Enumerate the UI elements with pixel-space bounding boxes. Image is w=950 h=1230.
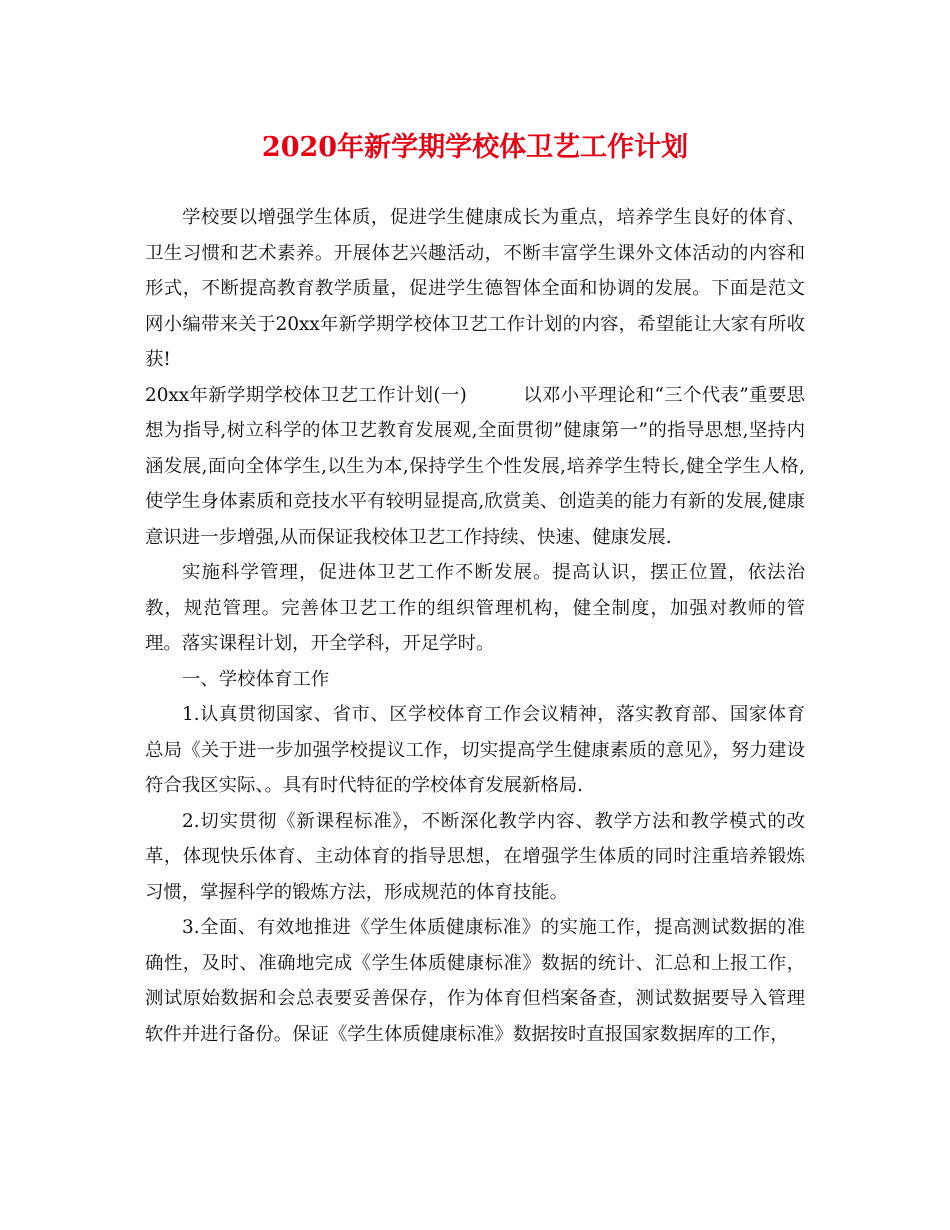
- item-3-paragraph: 3.全面、有效地推进《学生体质健康标准》的实施工作，提高测试数据的准确性，及时、准确地完成《学生体质健康标准》数据的统计、汇总和上报工作，测试原始数据和会总表要妥善保存，作为体育但档案备查，测试数据要导入管理软件并进行备份。保证《学生体质健康标准》数据按时直报国家数据库的工作，: [145, 917, 805, 1045]
- guiding-paragraph: [145, 378, 805, 556]
- intro-paragraph: 学校要以增强学生体质，促进学生健康成长为重点，培养学生良好的体育、卫生习惯和艺术素养。开展体艺兴趣活动，不断丰富学生课外文体活动的内容和形式，不断提高教育教学质量，促进学生德智体全面和协调的发展。下面是范文网小编带来关于20xx年新学期学校体卫艺工作计划的内容，希望能让大家有所收获!: [145, 207, 805, 370]
- item-2-paragraph: 2.切实贯彻《新课程标准》，不断深化教学内容、教学方法和教学模式的改革，体现快乐体育、主动体育的指导思想，在增强学生体质的同时注重培养锻炼习惯，掌握科学的锻炼方法，形成规范的体育技能。: [145, 810, 805, 903]
- item-1-paragraph: 1.认真贯彻国家、省市、区学校体育工作会议精神，落实教育部、国家体育总局《关于进一步加强学校提议工作，切实提高学生健康素质的意见》，努力建设符合我区实际、。具有时代特征的学校体育发展新格局.: [145, 704, 805, 796]
- document-title: 2020年新学期学校体卫艺工作计划: [261, 132, 689, 163]
- part-one-heading: 一、学校体育工作: [182, 668, 330, 690]
- section-heading: 20xx年新学期学校体卫艺工作计划(一): [145, 384, 467, 406]
- document-body: [145, 200, 805, 1052]
- guiding-text: 以邓小平理论和“三个代表”重要思想为指导,树立科学的体卫艺教育发展观,全面贯彻”健康第一”的指导思想,坚持内涵发展,面向全体学生,以生为本,保持学生个性发展,培养学生特长,健全学生人格,使学生身体素质和竞技水平有较明显提高,欣赏美、创造美的能力有新的发展,健康意识进一步增强,从而保证我校体卫艺工作持续、快速、健康发展.: [145, 384, 805, 548]
- management-paragraph: 实施科学管理，促进体卫艺工作不断发展。提高认识，摆正位置，依法治教，规范管理。完善体卫艺工作的组织管理机构，健全制度，加强对教师的管理。落实课程计划，开全学科，开足学时。: [145, 562, 805, 654]
